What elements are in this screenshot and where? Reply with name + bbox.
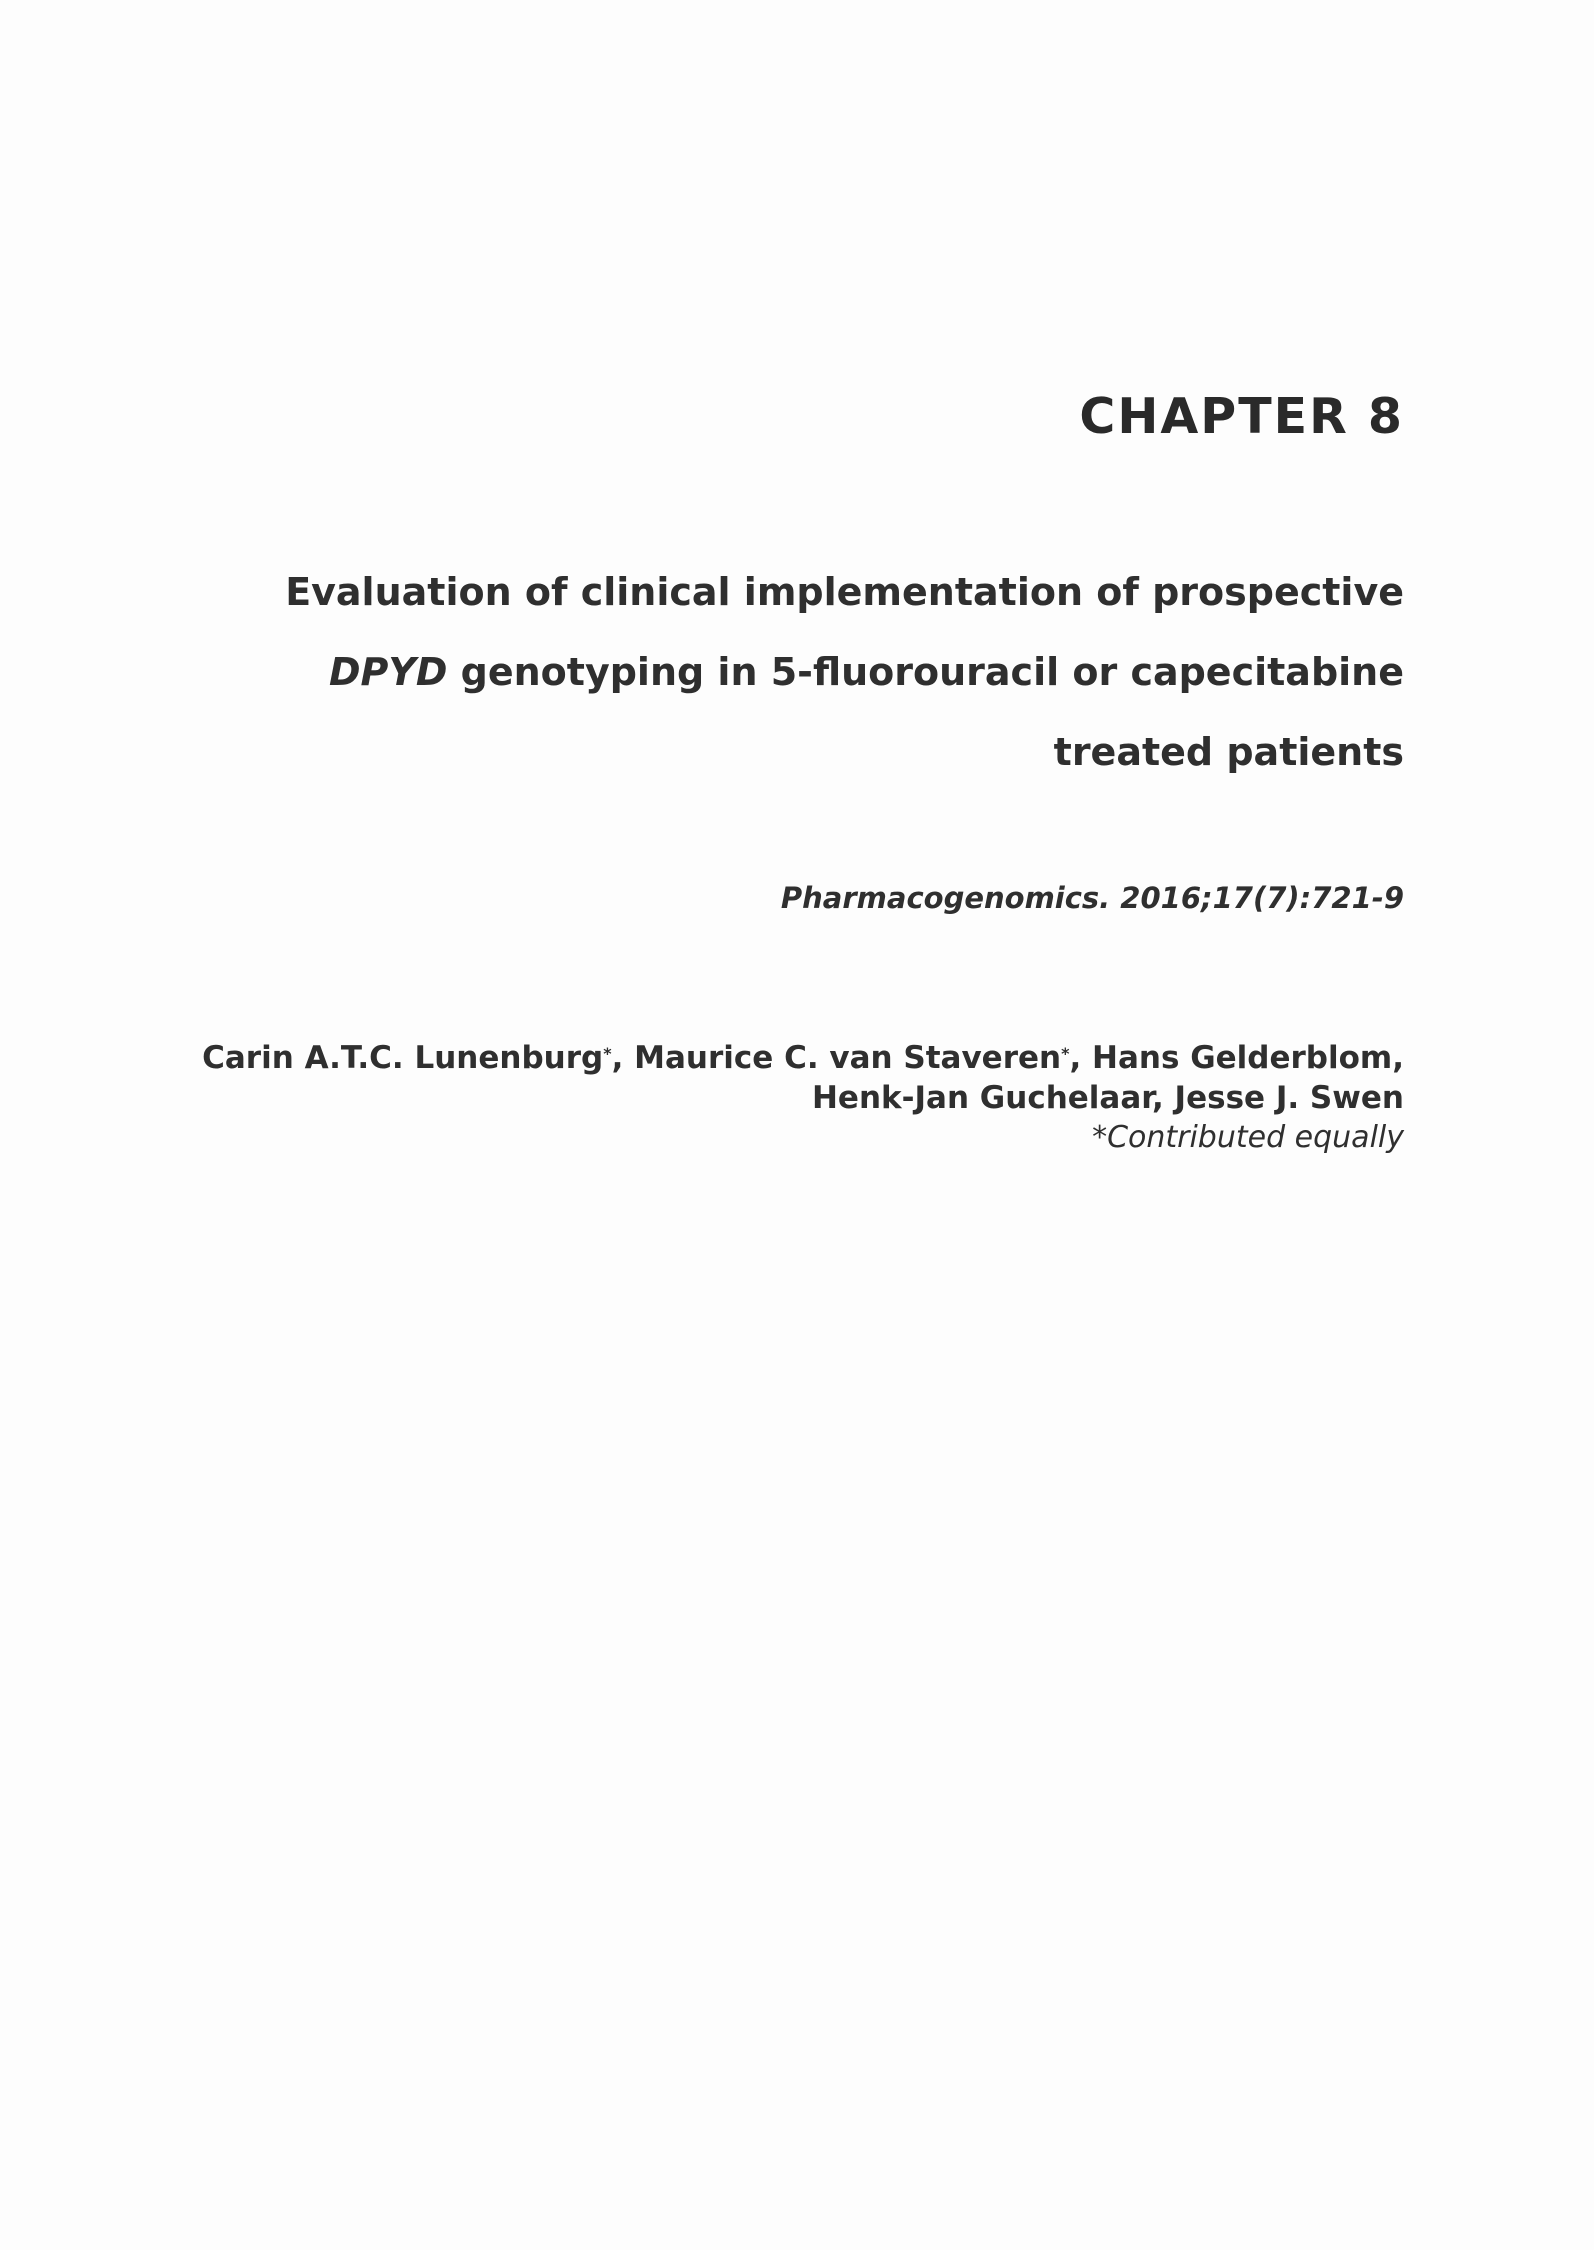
- author-list: [202, 1038, 1404, 1118]
- title-line-3: treated patients: [1053, 730, 1404, 774]
- author-name: , Maurice C. van Staveren: [611, 1040, 1062, 1076]
- equal-contribution-mark: *: [603, 1044, 612, 1063]
- chapter-heading: CHAPTER 8: [1079, 388, 1404, 445]
- title-line-2: [285, 632, 1404, 712]
- gene-name: DPYD: [328, 650, 448, 694]
- chapter-title: [285, 552, 1404, 792]
- author-line-1: [202, 1038, 1404, 1078]
- title-line-2-rest: genotyping in 5-fluorouracil or capecitabine: [447, 650, 1404, 694]
- contribution-note: *Contributed equally: [1092, 1120, 1404, 1155]
- title-line-1: Evaluation of clinical implementation of prospective: [285, 570, 1404, 614]
- citation: Pharmacogenomics. 2016;17(7):721-9: [780, 881, 1404, 915]
- equal-contribution-mark: *: [1061, 1044, 1070, 1063]
- author-line-2: Henk-Jan Guchelaar, Jesse J. Swen: [811, 1080, 1404, 1116]
- author-name: Carin A.T.C. Lunenburg: [202, 1040, 604, 1076]
- author-name: , Hans Gelderblom,: [1069, 1040, 1404, 1076]
